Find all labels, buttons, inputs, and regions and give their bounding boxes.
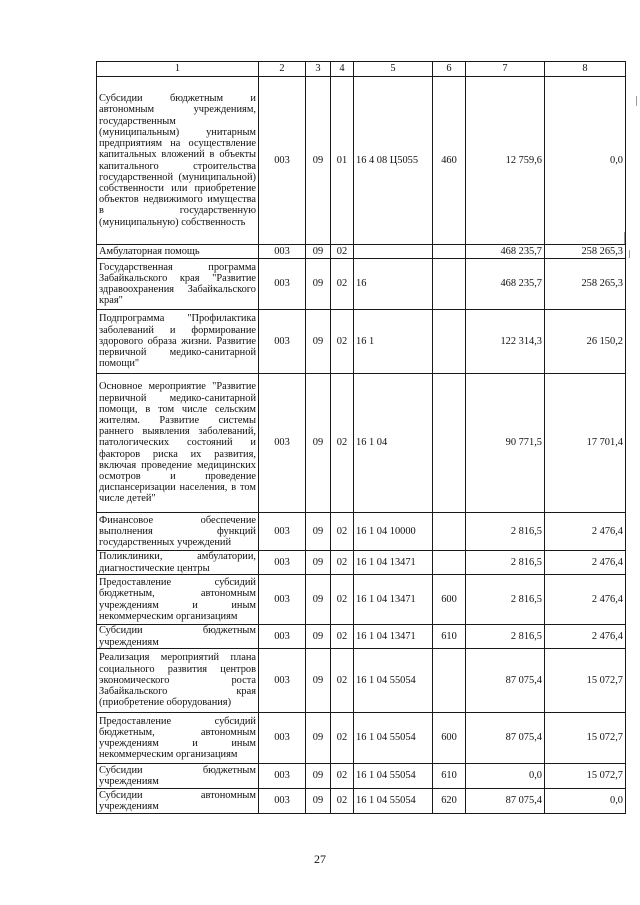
cell-target-article: 16 1: [354, 310, 433, 374]
cell-expense-type: [433, 551, 466, 575]
cell-section-code: 09: [306, 310, 331, 374]
cell-target-article: 16 1 04 13471: [354, 625, 433, 649]
cell-ministry-code: 003: [259, 789, 306, 814]
cell-expense-type: 610: [433, 764, 466, 789]
cell-amount-col8: 15 072,7: [545, 764, 626, 789]
cell-ministry-code: 003: [259, 764, 306, 789]
row-name: Субсидии бюджетным учреждениям: [97, 625, 259, 649]
table-row: [97, 310, 626, 374]
cell-section-code: 09: [306, 713, 331, 764]
scan-artifact-mark: [636, 96, 637, 106]
cell-section-code: 09: [306, 625, 331, 649]
cell-amount-col8: 15 072,7: [545, 649, 626, 713]
column-header: 8: [545, 62, 626, 77]
cell-section-code: 09: [306, 259, 331, 310]
cell-ministry-code: 003: [259, 77, 306, 245]
cell-amount-col8: 0,0: [545, 789, 626, 814]
table-row: [97, 77, 626, 245]
cell-amount-col7: 2 816,5: [466, 513, 545, 551]
cell-subsection-code: 02: [331, 513, 354, 551]
cell-section-code: 09: [306, 789, 331, 814]
cell-subsection-code: 02: [331, 374, 354, 513]
cell-amount-col7: 0,0: [466, 764, 545, 789]
cell-target-article: 16 1 04 55054: [354, 764, 433, 789]
cell-subsection-code: 01: [331, 77, 354, 245]
cell-section-code: 09: [306, 649, 331, 713]
cell-ministry-code: 003: [259, 259, 306, 310]
cell-subsection-code: 02: [331, 575, 354, 625]
cell-section-code: 09: [306, 575, 331, 625]
cell-expense-type: [433, 513, 466, 551]
row-name: Основное мероприятие "Развитие первичной медико-санитарной помощи, в том числе сельским жителям. Развитие системы раннего выявления заболеваний, патологических состояний и факторов риска их развития, включая проведение медицинских осмотров и проведение диспансеризации населения, в том числе детей": [97, 374, 259, 513]
cell-ministry-code: 003: [259, 245, 306, 259]
cell-section-code: 09: [306, 77, 331, 245]
cell-amount-col7: 468 235,7: [466, 259, 545, 310]
cell-subsection-code: 02: [331, 259, 354, 310]
cell-expense-type: [433, 259, 466, 310]
row-name: Подпрограмма "Профилактика заболеваний и формирование здорового образа жизни. Развитие первичной медико-санитарной помощи": [97, 310, 259, 374]
table-row: [97, 513, 626, 551]
cell-ministry-code: 003: [259, 551, 306, 575]
column-header: 5: [354, 62, 433, 77]
cell-amount-col8: 258 265,3: [545, 259, 626, 310]
column-header: 7: [466, 62, 545, 77]
cell-amount-col7: 468 235,7: [466, 245, 545, 259]
column-header: 3: [306, 62, 331, 77]
cell-section-code: 09: [306, 245, 331, 259]
cell-amount-col7: 87 075,4: [466, 713, 545, 764]
cell-expense-type: 620: [433, 789, 466, 814]
cell-subsection-code: 02: [331, 551, 354, 575]
cell-ministry-code: 003: [259, 575, 306, 625]
cell-amount-col7: 90 771,5: [466, 374, 545, 513]
table-row: [97, 575, 626, 625]
cell-subsection-code: 02: [331, 649, 354, 713]
cell-amount-col7: 12 759,6: [466, 77, 545, 245]
cell-target-article: [354, 245, 433, 259]
column-header: 1: [97, 62, 259, 77]
cell-amount-col7: 2 816,5: [466, 575, 545, 625]
column-header: 4: [331, 62, 354, 77]
cell-ministry-code: 003: [259, 713, 306, 764]
cell-expense-type: 460: [433, 77, 466, 245]
cell-subsection-code: 02: [331, 789, 354, 814]
cell-expense-type: 600: [433, 713, 466, 764]
cell-amount-col8: 2 476,4: [545, 513, 626, 551]
row-name: Предоставление субсидий бюджетным, автономным учреждениям и иным некоммерческим организациям: [97, 575, 259, 625]
cell-expense-type: [433, 649, 466, 713]
row-name: Субсидии бюджетным учреждениям: [97, 764, 259, 789]
cell-section-code: 09: [306, 551, 331, 575]
cell-amount-col7: 2 816,5: [466, 551, 545, 575]
cell-ministry-code: 003: [259, 649, 306, 713]
cell-target-article: 16 4 08 Ц5055: [354, 77, 433, 245]
row-name: Предоставление субсидий бюджетным, автономным учреждениям и иным некоммерческим организациям: [97, 713, 259, 764]
cell-amount-col8: 15 072,7: [545, 713, 626, 764]
cell-subsection-code: 02: [331, 245, 354, 259]
cell-amount-col8: 0,0: [545, 77, 626, 245]
table-row: [97, 374, 626, 513]
row-name: Государственная программа Забайкальского края "Развитие здравоохранения Забайкальского края": [97, 259, 259, 310]
cell-target-article: 16 1 04: [354, 374, 433, 513]
table-row: [97, 764, 626, 789]
cell-target-article: 16 1 04 10000: [354, 513, 433, 551]
cell-expense-type: 610: [433, 625, 466, 649]
cell-target-article: 16 1 04 55054: [354, 789, 433, 814]
cell-target-article: 16 1 04 13471: [354, 575, 433, 625]
cell-target-article: 16 1 04 55054: [354, 713, 433, 764]
table-row: [97, 259, 626, 310]
row-name: Поликлиники, амбулатории, диагностические центры: [97, 551, 259, 575]
cell-amount-col7: 87 075,4: [466, 789, 545, 814]
cell-amount-col8: 2 476,4: [545, 575, 626, 625]
table-row: [97, 713, 626, 764]
row-name: Субсидии бюджетным и автономным учреждениям, государственным (муниципальным) унитарным предприятиям на осуществление капитальных вложений в объекты капитального строительства государственной (муниципальной) собственности или приобретение объектов недвижимого имущества в государственную (муниципальную) собственность: [97, 77, 259, 245]
table-row: [97, 551, 626, 575]
cell-subsection-code: 02: [331, 625, 354, 649]
cell-expense-type: [433, 374, 466, 513]
scan-artifact-mark: [629, 250, 630, 258]
cell-subsection-code: 02: [331, 764, 354, 789]
cell-section-code: 09: [306, 764, 331, 789]
row-name: Финансовое обеспечение выполнения функций государственных учреждений: [97, 513, 259, 551]
cell-amount-col8: 2 476,4: [545, 551, 626, 575]
cell-ministry-code: 003: [259, 513, 306, 551]
cell-expense-type: 600: [433, 575, 466, 625]
column-header: 2: [259, 62, 306, 77]
cell-section-code: 09: [306, 374, 331, 513]
row-name: Субсидии автономным учреждениям: [97, 789, 259, 814]
cell-subsection-code: 02: [331, 310, 354, 374]
table-row: [97, 649, 626, 713]
budget-table: [96, 61, 626, 814]
cell-amount-col8: 17 701,4: [545, 374, 626, 513]
cell-section-code: 09: [306, 513, 331, 551]
table-row: [97, 625, 626, 649]
cell-subsection-code: 02: [331, 713, 354, 764]
cell-ministry-code: 003: [259, 625, 306, 649]
row-name: Реализация мероприятий плана социального развития центров экономического роста Забайкальского края (приобретение оборудования): [97, 649, 259, 713]
cell-target-article: 16: [354, 259, 433, 310]
table-row: [97, 789, 626, 814]
cell-amount-col8: 258 265,3: [545, 245, 626, 259]
cell-amount-col8: 2 476,4: [545, 625, 626, 649]
table-header-row: [97, 62, 626, 77]
cell-amount-col7: 122 314,3: [466, 310, 545, 374]
cell-amount-col7: 2 816,5: [466, 625, 545, 649]
cell-target-article: 16 1 04 55054: [354, 649, 433, 713]
cell-target-article: 16 1 04 13471: [354, 551, 433, 575]
cell-expense-type: [433, 310, 466, 374]
cell-ministry-code: 003: [259, 310, 306, 374]
table-row: [97, 245, 626, 259]
row-name: Амбулаторная помощь: [97, 245, 259, 259]
cell-ministry-code: 003: [259, 374, 306, 513]
cell-amount-col8: 26 150,2: [545, 310, 626, 374]
cell-expense-type: [433, 245, 466, 259]
scan-artifact-mark: [624, 232, 625, 244]
page-number: 27: [314, 852, 326, 866]
cell-amount-col7: 87 075,4: [466, 649, 545, 713]
column-header: 6: [433, 62, 466, 77]
